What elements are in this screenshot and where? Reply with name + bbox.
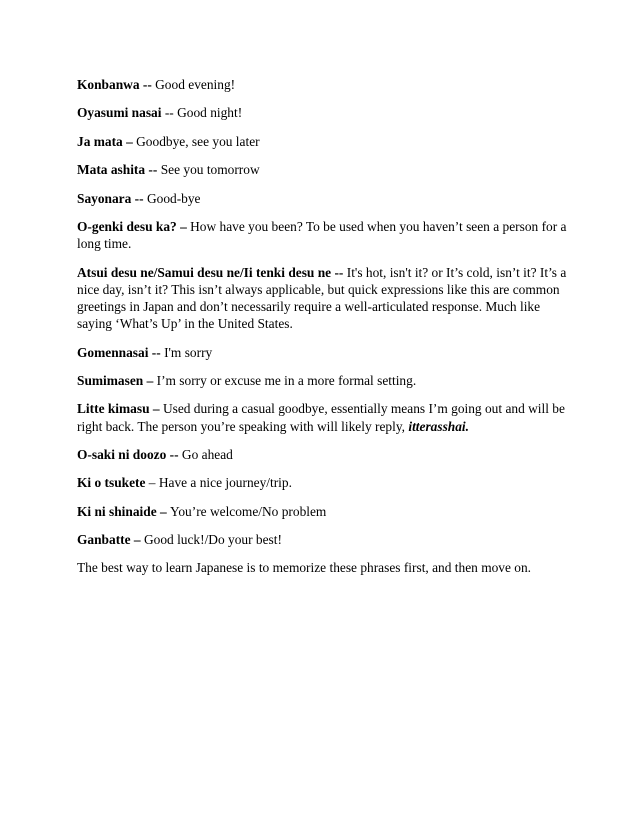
phrase-entry-ki-ni-shinaide: [77, 503, 567, 520]
phrase-entry-mata-ashita: [77, 161, 567, 178]
phrase-term: Oyasumi nasai: [77, 105, 162, 121]
phrase-separator: --: [131, 190, 147, 206]
closing-paragraph: The best way to learn Japanese is to memorize these phrases first, and then move on.: [77, 560, 532, 576]
phrase-entry-ki-o-tsukete: [77, 474, 567, 491]
phrase-term: Atsui desu ne/Samui desu ne/Ii tenki desu ne: [77, 264, 332, 280]
phrase-entry-o-genki-desu-ka: [77, 218, 567, 252]
phrase-term: Ki o tsukete: [77, 475, 146, 491]
phrase-separator: –: [143, 372, 157, 388]
phrase-entry-sumimasen: [77, 372, 567, 389]
phrase-entry-litte-kimasu: [77, 400, 567, 434]
phrase-meaning: Goodbye, see you later: [136, 133, 260, 149]
phrase-separator: –: [176, 218, 191, 234]
phrase-separator: --: [139, 77, 156, 92]
phrase-term: Litte kimasu: [77, 401, 150, 417]
phrase-meaning: Have a nice journey/trip.: [158, 475, 292, 491]
phrase-term: O-genki desu ka?: [77, 218, 177, 234]
phrase-separator: –: [156, 503, 171, 519]
phrase-term: Mata ashita: [77, 162, 146, 178]
phrase-term: Ki ni shinaide: [77, 503, 157, 519]
phrase-separator: –: [130, 532, 144, 548]
phrase-separator: --: [148, 344, 165, 360]
phrase-meaning: It's hot, isn't it? or It’s cold, isn’t it? It’s a nice day, isn’t it? This isn’t always applicable, but quick expressions like this are common greetings in Japan and don’t necessarily require a well-articulated response. Much like saying ‘What’s Up’ in the United States.: [77, 264, 567, 332]
phrase-meaning: Good night!: [177, 105, 243, 121]
phrase-entry-konbanwa: [77, 76, 567, 93]
phrase-entry-gomennasai: [77, 344, 567, 361]
phrase-entry-o-saki-ni-doozo: [77, 446, 567, 463]
phrase-meaning: I'm sorry: [164, 344, 213, 360]
phrase-separator: --: [166, 446, 182, 462]
phrase-separator: –: [122, 133, 137, 149]
phrase-term: Sumimasen: [77, 372, 144, 388]
phrase-meaning: Good luck!/Do your best!: [143, 532, 282, 548]
phrase-separator: –: [149, 401, 163, 417]
phrase-separator: --: [145, 162, 161, 178]
phrase-meaning: See you tomorrow: [160, 162, 260, 178]
phrase-term: O-saki ni doozo: [77, 446, 167, 462]
phrase-meaning: Go ahead: [181, 446, 233, 462]
phrase-entry-oyasumi-nasai: [77, 104, 567, 121]
phrase-separator: --: [331, 264, 347, 280]
phrase-reply: itterasshai.: [408, 418, 469, 434]
phrase-term: Ja mata: [77, 133, 123, 149]
phrase-meaning: How have you been? To be used when you haven’t seen a person for a long time.: [77, 218, 567, 252]
phrase-meaning: Good-bye: [146, 190, 201, 206]
phrase-entry-atsui-desu-ne: [77, 264, 567, 333]
phrase-term: Ganbatte: [77, 532, 131, 548]
phrase-entry-sayonara: [77, 190, 567, 207]
phrase-entry-ganbatte: [77, 531, 567, 548]
phrase-meaning: I’m sorry or excuse me in a more formal setting.: [156, 372, 417, 388]
phrase-term: Gomennasai: [77, 344, 149, 360]
phrase-separator: –: [145, 475, 159, 491]
phrase-entry-ja-mata: [77, 133, 567, 150]
document-page: [77, 76, 567, 588]
phrase-term: Konbanwa: [77, 77, 140, 92]
phrase-term: Sayonara: [77, 190, 132, 206]
phrase-separator: --: [161, 105, 178, 121]
phrase-meaning: Used during a casual goodbye, essentially means I’m going out and will be right back. The person you’re speaking with will likely reply,: [77, 401, 565, 434]
phrase-meaning: You’re welcome/No problem: [170, 503, 327, 519]
phrase-meaning: Good evening!: [155, 77, 236, 92]
